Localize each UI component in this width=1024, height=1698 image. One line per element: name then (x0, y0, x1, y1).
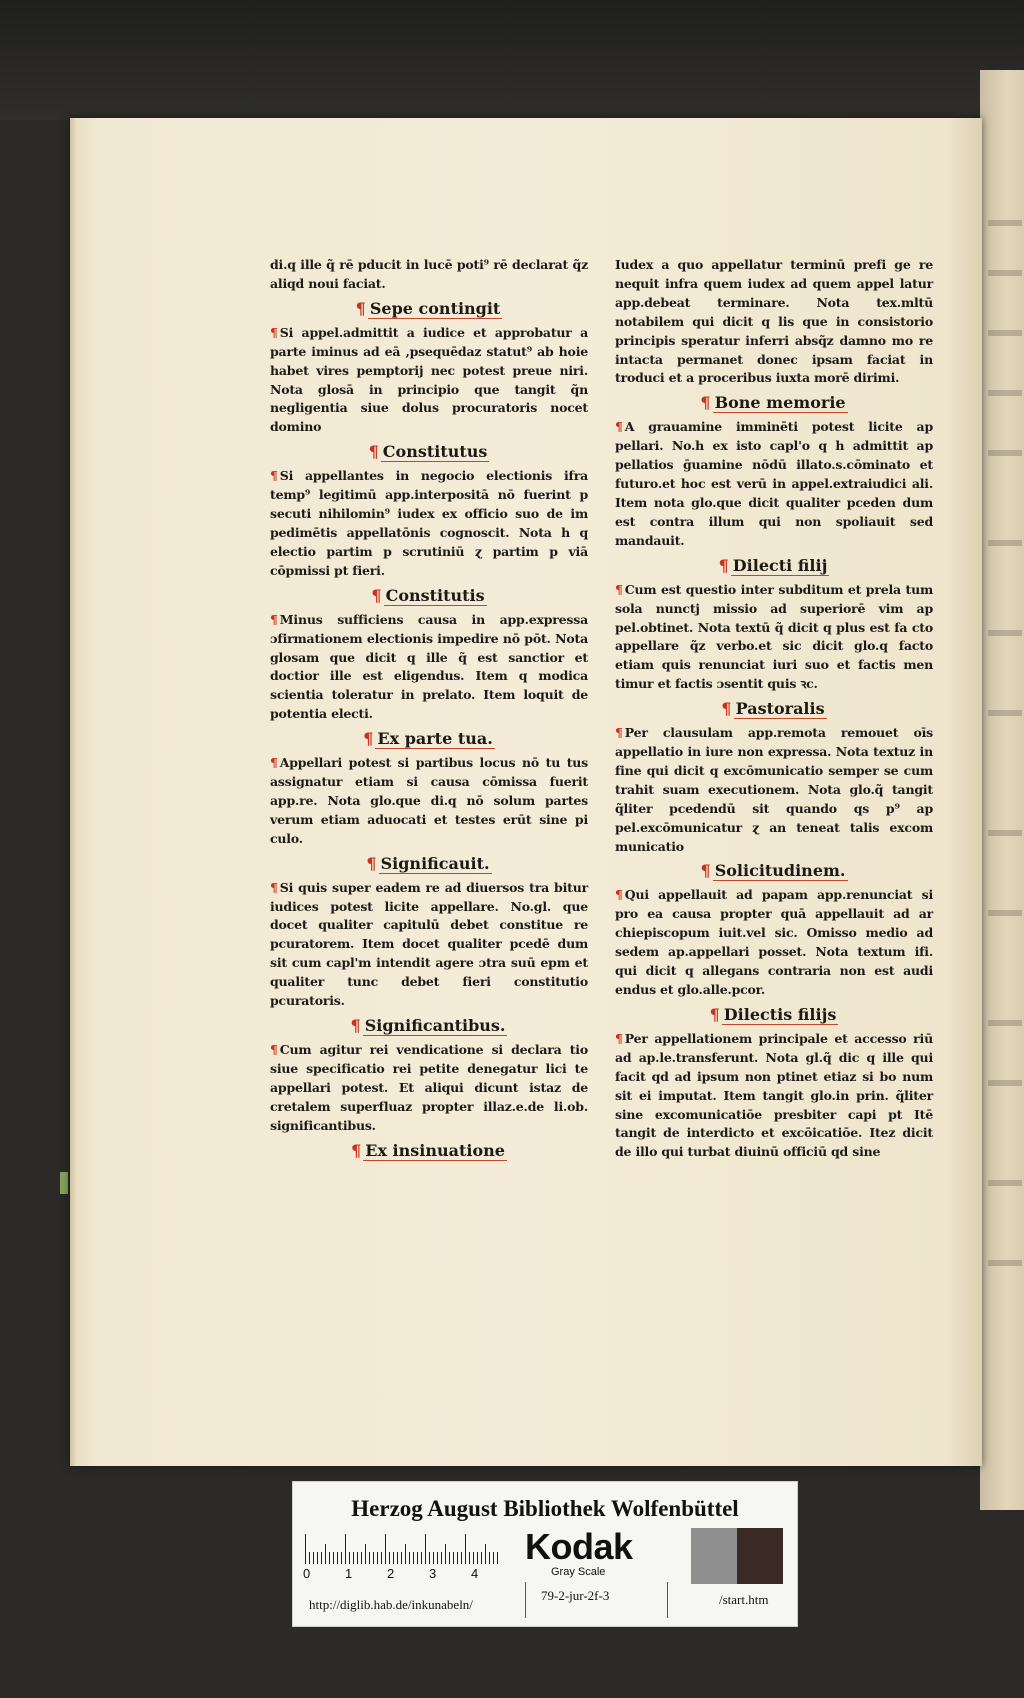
ruler-tick (369, 1552, 370, 1564)
pilcrow-icon: ¶ (615, 1030, 623, 1046)
ruler-tick (333, 1552, 334, 1564)
ruler-tick (409, 1552, 410, 1564)
ruler-tick (497, 1552, 498, 1564)
section-heading (270, 1015, 588, 1037)
pilcrow-icon: ¶ (355, 298, 366, 318)
gray-swatch (691, 1528, 737, 1584)
ruler-tick (325, 1544, 326, 1564)
scan-background-top (0, 0, 1024, 120)
shelfmark-code: 79-2-jur-2f-3 (541, 1588, 610, 1603)
paragraph-text: di.q ille q̃ rē pducit in lucē poti⁹ rē declarat q̃z aliqd noui faciat. (270, 257, 588, 291)
ruler-tick (321, 1552, 322, 1564)
paragraph-text: Per appellationem principale et accesso riū ad ap.le.transferunt. Nota gl.q̃ dic q ille qui facit qd ad ipsum non ptinet etiaz si bo num sit ei imputat. Item tangit glo.in prin. q̃liter sine excomunicatiōe presbiter capi pt Itē tangit de interdicto et excōicatiōe. Itez dicit de illo qui turbat diuinū officiū qd sine (615, 1030, 933, 1160)
paragraph-text: Qui appellauit ad papam app.renunciat si pro ea causa propter quā appellauit ad ar chiepiscopum iuit.vel sic. Omisso medio ad sedem ap.appellari posset. Nota textum ifi. qui dicit q allegans contraria non est audi endus et glo.alle.pcor. (615, 887, 933, 997)
text-paragraph (615, 724, 933, 856)
right-text-column (615, 256, 933, 1166)
paragraph-text: Si quis super eadem re ad diuersos tra bitur iudices potest licite appellare. No.gl. que docet qualiter capitulū debet constitue re pcuratorem. Item docet qualiter pcedē dum sit cum capl'm intendit agere ɔtra suū epm et qualiter tunc debet fieri constitutio pcuratoris. (270, 879, 588, 1009)
pilcrow-icon: ¶ (615, 419, 623, 435)
ruler-tick (481, 1552, 482, 1564)
text-paragraph (270, 1041, 588, 1136)
ruler-tick (389, 1552, 390, 1564)
ruler-tick (465, 1534, 466, 1564)
pilcrow-icon: ¶ (718, 555, 729, 575)
ruler-tick (377, 1552, 378, 1564)
ruler-tick (349, 1552, 350, 1564)
ruler-number: 4 (471, 1566, 479, 1581)
ruler-tick (433, 1552, 434, 1564)
text-paragraph (615, 256, 933, 388)
ruler-tick (473, 1552, 474, 1564)
ruler-tick (425, 1534, 426, 1564)
ruler-tick (405, 1544, 406, 1564)
ruler-tick (489, 1552, 490, 1564)
pilcrow-icon: ¶ (351, 1140, 362, 1160)
ruler-tick (413, 1552, 414, 1564)
ruler-tick (493, 1552, 494, 1564)
pilcrow-icon: ¶ (363, 729, 374, 749)
ruler-tick (449, 1552, 450, 1564)
pilcrow-icon: ¶ (721, 699, 732, 719)
ruler-tick (337, 1552, 338, 1564)
text-paragraph (615, 1030, 933, 1162)
text-paragraph (270, 879, 588, 1011)
section-heading-text: Significantibus. (364, 1016, 506, 1035)
section-heading-text: Dilecti filij (732, 555, 828, 575)
dark-swatch (737, 1528, 783, 1584)
section-heading-text: Dilectis filijs (723, 1004, 837, 1024)
ruler-tick (397, 1552, 398, 1564)
paragraph-text: Minus sufficiens causa in app.expressa ɔfirmationem electionis impedire nō pōt. Nota glosam que dicit q ille q̃ est sanctior et doctior ille est eligendus. Item q modica scientia toleratur in prelato. Item loquit de potentia electi. (270, 611, 588, 722)
pilcrow-icon: ¶ (615, 725, 623, 741)
ruler-tick (357, 1552, 358, 1564)
ruler-tick (385, 1534, 386, 1564)
ruler-tick (345, 1534, 346, 1564)
ruler (305, 1532, 501, 1564)
ruler-tick (313, 1552, 314, 1564)
paragraph-text: Cum agitur rei vendicatione si declara tio siue specificatio rei petite denegatur lici te appellari potest. Et aliqui dicunt istaz de cretalem superfluaz propter illaz.e.de li.ob. significantibus. (270, 1042, 588, 1133)
ruler-number: 3 (429, 1566, 437, 1581)
text-paragraph (615, 581, 933, 694)
pilcrow-icon: ¶ (366, 853, 377, 873)
ruler-tick (373, 1552, 374, 1564)
ruler-tick (453, 1552, 454, 1564)
incunabulum-page (70, 118, 982, 1466)
pilcrow-icon: ¶ (700, 393, 711, 413)
pilcrow-icon: ¶ (270, 324, 278, 340)
pilcrow-icon: ¶ (368, 442, 379, 462)
section-heading (615, 1004, 933, 1026)
paragraph-text: Cum est questio inter subditum et prela tum sola nunctj missio ad superiorē vim ap pel.obtinet. Nota textū q̃ dicit q plus est fa cto appellare q̃z verbo.et sic dicit glo.q facto etiam quis renunciat iuri suo et factis men timur et factis ɔsentit quis ꝛc. (615, 581, 933, 692)
ruler-number: 0 (303, 1566, 311, 1581)
section-heading-text: Bone memorie (714, 393, 846, 413)
section-heading-text: Pastoralis (735, 699, 825, 719)
library-title: Herzog August Bibliothek Wolfenbüttel (351, 1496, 739, 1521)
pilcrow-icon: ¶ (270, 1042, 278, 1057)
ruler-tick (381, 1552, 382, 1564)
ruler-tick (341, 1552, 342, 1564)
text-paragraph (270, 754, 588, 849)
section-heading-text: Solicitudinem. (714, 861, 846, 881)
pilcrow-icon: ¶ (371, 585, 382, 605)
pilcrow-icon: ¶ (350, 1016, 361, 1035)
ruler-tick (457, 1552, 458, 1564)
ruler-tick (401, 1552, 402, 1564)
paragraph-text: A grauamine imminēti potest licite ap pellari. No.h ex isto capl'o q h admittit ap pellatios ḡuamine nōdū illato.s.cōminato et futuro.et hoc est verū in appel.extraiudici ali. Item nota glo.que dicit qualiter pceden dum est contra illum qui non spoliauit sed mandauit. (615, 419, 933, 548)
section-heading-text: Sepe contingit (369, 298, 501, 318)
paragraph-text: Appellari potest si partibus locus nō tu tus assignatur etiam si causa cōmissa fuerit app.re. Nota glo.que di.q nō solum partes verum etiam aduocati et testes erūt sine pi culo. (270, 755, 588, 846)
text-paragraph (615, 886, 933, 999)
left-text-column (270, 256, 588, 1166)
ruler-tick (305, 1534, 306, 1564)
ruler-tick (477, 1552, 478, 1564)
adjacent-page-edge (980, 70, 1024, 1510)
paragraph-text: Per clausulam app.remota remouet oīs appellatio in iure non expressa. Nota textuz in fine qui dicit q excōmunicatio semper se cum trahit suam executionem. Nota glo.q̃ tangit q̃liter pcedendū sit quando qs p⁹ ap pel.excōmunicatur ɀ an teneat talis excom municatio (615, 725, 933, 854)
ruler-tick (445, 1544, 446, 1564)
ruler-tick (461, 1552, 462, 1564)
text-paragraph (270, 324, 588, 437)
ruler-tick (393, 1552, 394, 1564)
gray-scale-label: Gray Scale (551, 1566, 606, 1578)
ruler-tick (353, 1552, 354, 1564)
paragraph-text: Si appel.admittit a iudice et approbatur a parte iminus ad eā ,psequēdaz statut⁹ ab hoie habet vires pemptorij nec potest preue niri. Nota glosā in principio que tangit q̃n negligentia siue dolus procuratoris nocet domino (270, 324, 588, 435)
section-heading-text: Ex parte tua. (377, 729, 493, 749)
pilcrow-icon: ¶ (270, 611, 278, 627)
color-calibration-card (292, 1481, 798, 1627)
text-paragraph (270, 256, 588, 294)
ruler-tick (429, 1552, 430, 1564)
pilcrow-icon: ¶ (270, 755, 278, 771)
section-heading (270, 1140, 588, 1162)
paragraph-text: Iudex a quo appellatur terminū prefi ge re nequit infra quem iudex ad quem appel latur app.debeat terminare. Nota tex.mltū notabilem qui dicit q lis que in consistorio principis speratur inferri absq̃z damno mo re intacta permanet donec ipsam faciat in troduci et a proceribus iuxta morē dirimi. (615, 257, 933, 386)
paragraph-text: Si appellantes in negocio electionis ifra temp⁹ legitimū app.interpositā nō fuerint p secuti nihilomin⁹ iudex ex officio suo de im pedimētis appellatōnis cognoscit. Nota h q electio partim p scrutiniū ɀ partim p viā cōpmissi pt fieri. (270, 468, 588, 578)
ruler-number: 1 (345, 1566, 353, 1581)
text-paragraph (270, 467, 588, 580)
section-heading-text: Constitutus (382, 442, 488, 462)
page-tab-marker (60, 1172, 68, 1194)
section-heading (615, 392, 933, 414)
pilcrow-icon: ¶ (700, 861, 711, 881)
card-divider (667, 1582, 668, 1618)
ruler-tick (485, 1544, 486, 1564)
card-divider (525, 1582, 526, 1618)
ruler-tick (317, 1552, 318, 1564)
start-path: /start.htm (719, 1592, 769, 1607)
ruler-tick (417, 1552, 418, 1564)
section-heading-text: Constitutis (385, 585, 485, 605)
section-heading (270, 728, 588, 750)
ruler-tick (361, 1552, 362, 1564)
section-heading-text: Significauit. (380, 853, 490, 873)
ruler-tick (309, 1552, 310, 1564)
ruler-tick (469, 1552, 470, 1564)
kodak-logo: Kodak (525, 1526, 633, 1567)
section-heading (270, 853, 588, 875)
section-heading (270, 441, 588, 463)
text-paragraph (615, 418, 933, 550)
text-paragraph (270, 611, 588, 724)
ruler-number: 2 (387, 1566, 395, 1581)
section-heading (270, 298, 588, 320)
section-heading-text: Ex insinuatione (365, 1140, 505, 1160)
section-heading (615, 860, 933, 882)
ruler-tick (329, 1552, 330, 1564)
pilcrow-icon: ¶ (709, 1004, 720, 1024)
source-url: http://diglib.hab.de/inkunabeln/ (309, 1597, 473, 1612)
pilcrow-icon: ¶ (615, 581, 623, 597)
pilcrow-icon: ¶ (270, 879, 278, 895)
pilcrow-icon: ¶ (270, 468, 278, 484)
section-heading (270, 585, 588, 607)
ruler-tick (437, 1552, 438, 1564)
ruler-tick (441, 1552, 442, 1564)
ruler-tick (365, 1544, 366, 1564)
section-heading (615, 698, 933, 720)
pilcrow-icon: ¶ (615, 887, 623, 903)
section-heading (615, 555, 933, 577)
ruler-tick (421, 1552, 422, 1564)
